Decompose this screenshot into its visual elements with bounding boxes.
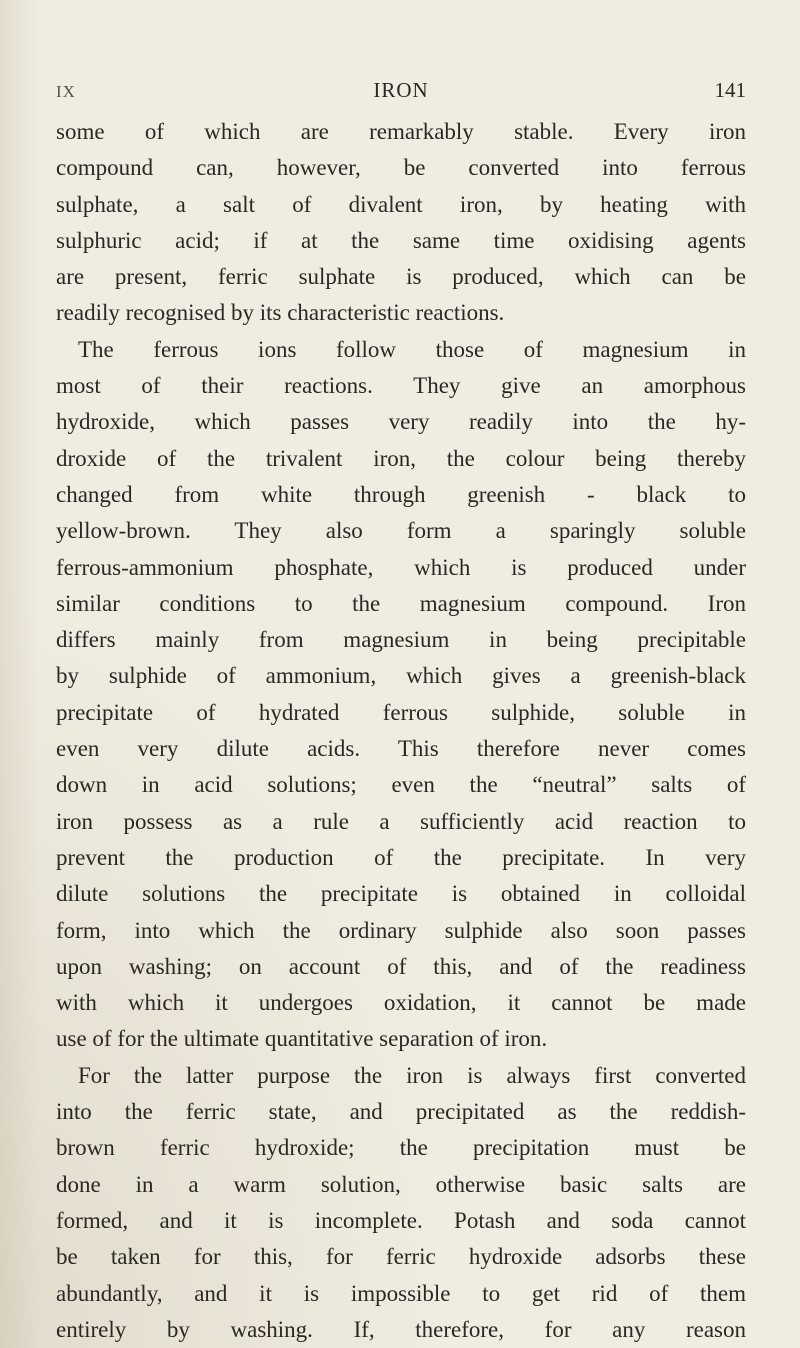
text-line: droxide of the trivalent iron, the colour being thereby: [56, 445, 746, 471]
running-title: IRON: [373, 78, 429, 102]
page-number: 141: [714, 78, 746, 102]
text-line: yellow-brown. They also form a sparingly soluble: [56, 518, 746, 544]
text-line: most of their reactions. They give an amorphous: [56, 373, 746, 399]
text-line: brown ferric hydroxide; the precipitation must be: [56, 1135, 746, 1161]
text-line: compound can, however, be converted into ferrous: [56, 155, 746, 181]
text-line: ferrous-ammonium phosphate, which is produced under: [56, 554, 746, 580]
text-line: are present, ferric sulphate is produced, which can be: [56, 264, 746, 290]
text-line: done in a warm solution, otherwise basic salts are: [56, 1171, 746, 1197]
text-line: readily recognised by its characteristic reactions.: [56, 300, 505, 326]
text-line: sulphuric acid; if at the same time oxidising agents: [56, 227, 746, 253]
text-line: down in acid solutions; even the “neutral” salts of: [56, 772, 746, 798]
text-line: abundantly, and it is impossible to get rid of them: [56, 1280, 746, 1306]
body-text: [56, 114, 746, 1348]
text-line: by sulphide of ammonium, which gives a greenish-black: [56, 663, 746, 689]
text-line: even very dilute acids. This therefore never comes: [56, 736, 746, 762]
text-line: upon washing; on account of this, and of the readiness: [56, 953, 746, 979]
text-line: hydroxide, which passes very readily into the hy-: [56, 409, 746, 435]
text-line: precipitate of hydrated ferrous sulphide, soluble in: [56, 699, 746, 725]
text-line: be taken for this, for ferric hydroxide adsorbs these: [56, 1244, 746, 1270]
running-head: [56, 78, 746, 108]
text-line: form, into which the ordinary sulphide also soon passes: [56, 917, 746, 943]
text-line: some of which are remarkably stable. Every iron: [56, 119, 746, 144]
text-line: changed from white through greenish - black to: [56, 481, 746, 507]
text-line: The ferrous ions follow those of magnesium in: [78, 336, 746, 362]
text-line: prevent the production of the precipitate. In very: [56, 844, 746, 870]
text-line: use of for the ultimate quantitative separation of iron.: [56, 1026, 548, 1052]
text-line: sulphate, a salt of divalent iron, by heating with: [56, 191, 746, 217]
text-line: For the latter purpose the iron is always first converted: [78, 1062, 746, 1088]
text-line: dilute solutions the precipitate is obtained in colloidal: [56, 881, 746, 907]
text-line: entirely by washing. If, therefore, for any reason: [56, 1316, 746, 1342]
text-line: formed, and it is incomplete. Potash and soda cannot: [56, 1207, 746, 1233]
text-line: similar conditions to the magnesium compound. Iron: [56, 590, 746, 616]
text-line: into the ferric state, and precipitated as the reddish-: [56, 1099, 746, 1125]
text-line: differs mainly from magnesium in being precipitable: [56, 627, 746, 653]
text-line: iron possess as a rule a sufficiently acid reaction to: [56, 808, 746, 834]
chapter-number: IX: [56, 82, 76, 101]
text-line: with which it undergoes oxidation, it cannot be made: [56, 990, 746, 1016]
